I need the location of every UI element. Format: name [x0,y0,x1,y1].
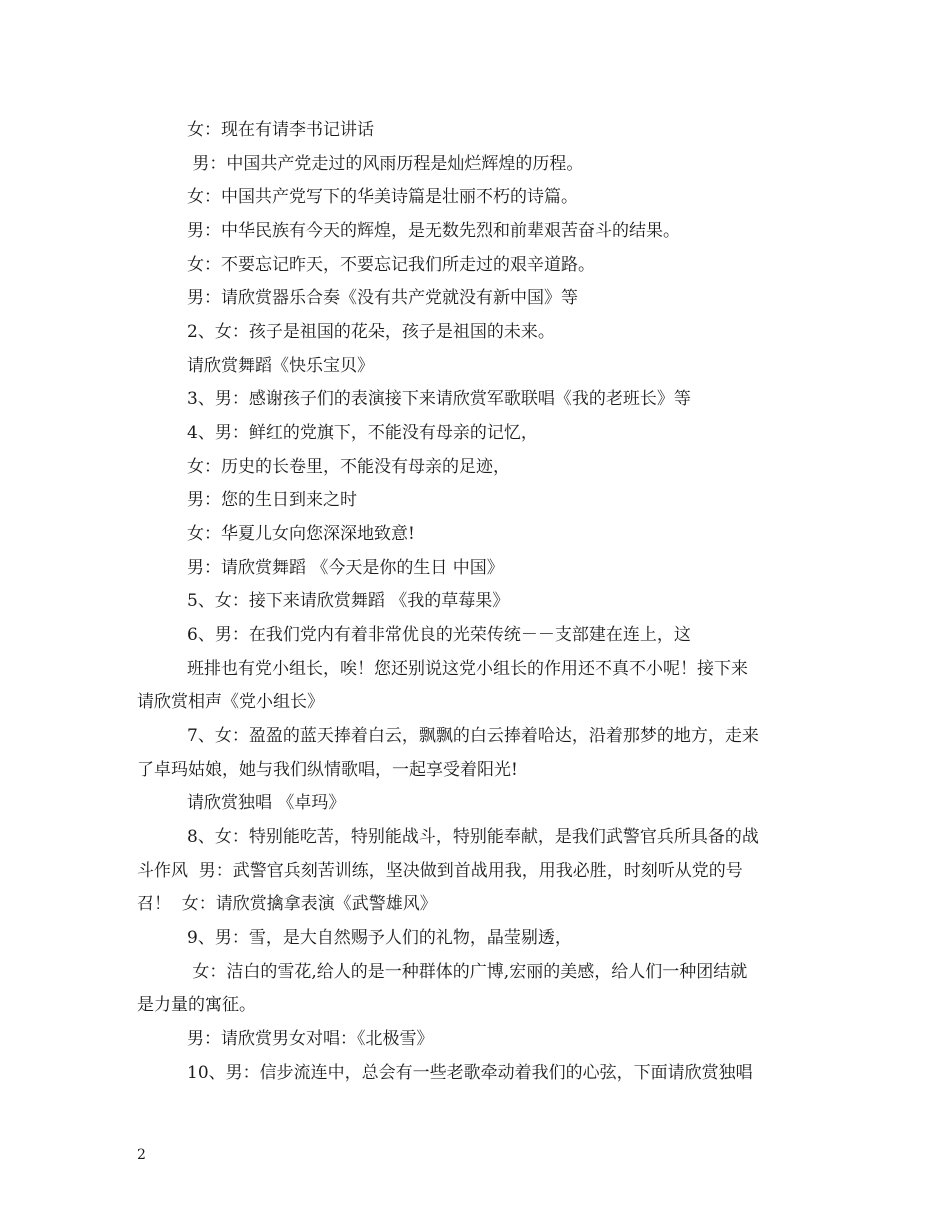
text-line: 请欣赏相声《党小组长》 [137,692,324,712]
text-line: 请欣赏独唱 《卓玛》 [187,793,346,813]
text-line: 7、女：盈盈的蓝天捧着白云，飘飘的白云捧着哈达，沿着那梦的地方，走来 [187,726,759,746]
text-line: 女：现在有请李书记讲话 [187,120,374,140]
text-line: 男：请欣赏器乐合奏《没有共产党就没有新中国》等 [187,288,578,308]
text-line: 召！ 女：请欣赏擒拿表演《武警雄风》 [137,894,437,914]
text-line: 是力量的寓征。 [137,995,256,1015]
text-line: 班排也有党小组长，唉！您还别说这党小组长的作用还不真不小呢！接下来 [187,659,748,679]
text-line: 9、男：雪，是大自然赐予人们的礼物，晶莹剔透， [187,928,572,948]
text-line: 女：不要忘记昨天，不要忘记我们所走过的艰辛道路。 [187,255,595,275]
text-line: 男：您的生日到来之时 [187,490,357,510]
text-line: 女：华夏儿女向您深深地致意! [187,524,415,544]
text-line: 女：历史的长卷里，不能没有母亲的足迹， [187,457,510,477]
text-line: 女：洁白的雪花,给人的是一种群体的广博,宏丽的美感，给人们一种团结就 [187,962,748,982]
text-line: 8、女：特别能吃苦，特别能战斗，特别能奉献，是我们武警官兵所具备的战 [187,827,759,847]
text-line: 2、女：孩子是祖国的花朵，孩子是祖国的未来。 [187,322,555,342]
text-line: 3、男：感谢孩子们的表演接下来请欣赏军歌联唱《我的老班长》等 [187,389,691,409]
text-line: 斗作风 男：武警官兵刻苦训练，坚决做到首战用我，用我必胜，时刻听从党的号 [137,861,743,881]
text-line: 请欣赏舞蹈《快乐宝贝》 [187,356,374,376]
text-line: 男：请欣赏舞蹈 《今天是你的生日 中国》 [187,558,504,578]
text-line: 了卓玛姑娘，她与我们纵情歌唱，一起享受着阳光! [137,760,518,780]
text-line: 6、男：在我们党内有着非常优良的光荣传统－－支部建在连上，这 [187,625,691,645]
text-line: 男：请欣赏男女对唱：《北极雪》 [187,1029,434,1049]
text-line: 男：中华民族有今天的辉煌，是无数先烈和前辈艰苦奋斗的结果。 [187,221,680,241]
text-line: 男：中国共产党走过的风雨历程是灿烂辉煌的历程。 [187,154,584,174]
page-number: 2 [137,1147,146,1163]
text-line: 4、男：鲜红的党旗下，不能没有母亲的记忆， [187,423,538,443]
text-line: 10、男：信步流连中，总会有一些老歌牵动着我们的心弦，下面请欣赏独唱 [187,1063,753,1083]
text-line: 女：中国共产党写下的华美诗篇是壮丽不朽的诗篇。 [187,187,578,207]
text-line: 5、女：接下来请欣赏舞蹈 《我的草莓果》 [187,591,510,611]
